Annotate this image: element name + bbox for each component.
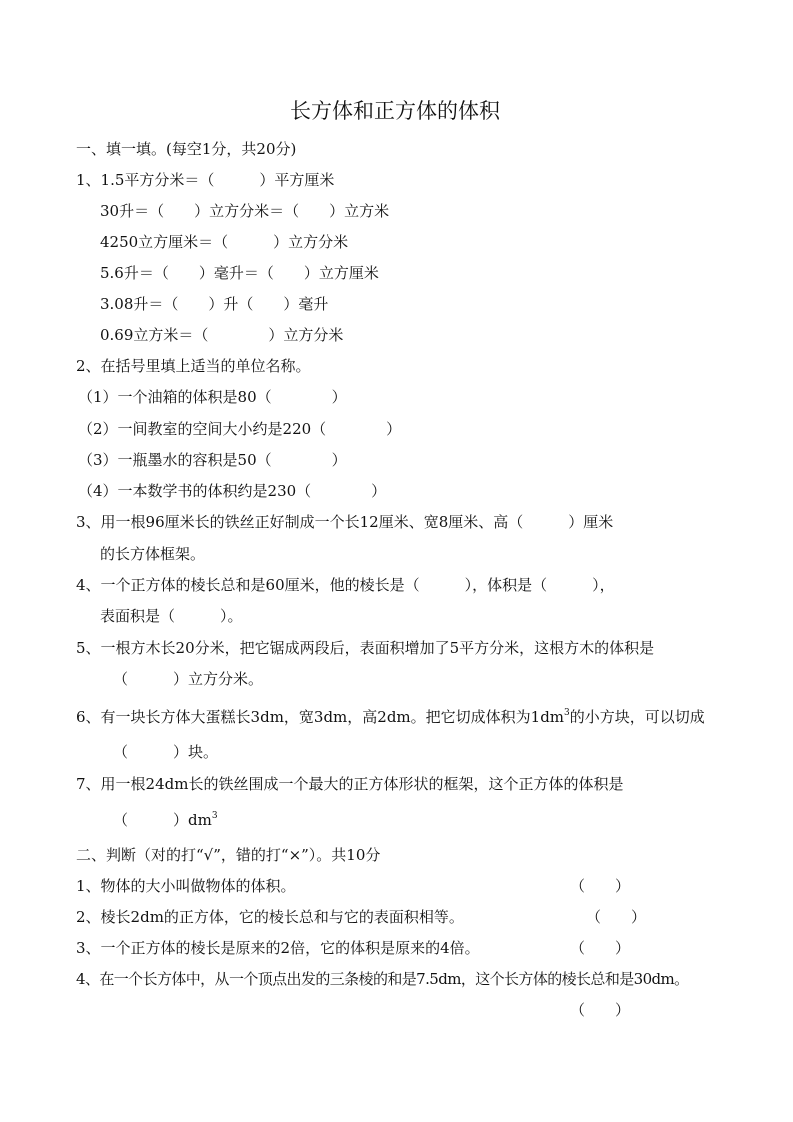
q2-heading: 2、在括号里填上适当的单位名称。 <box>76 357 311 375</box>
q2-item-3: （3）一瓶墨水的容积是50（ ） <box>78 451 347 469</box>
q3-line-2: 的长方体框架。 <box>100 545 206 563</box>
judge-bracket-1: （ ） <box>570 877 631 895</box>
section-1-heading: 一、填一填。(每空1分，共20分) <box>76 140 297 158</box>
q4-line-1: 4、一个正方体的棱长总和是60厘米，他的棱长是（ ），体积是（ ）， <box>76 576 615 594</box>
q6-line-2: （ ）块。 <box>113 743 219 761</box>
q3-line-1: 3、用一根96厘米长的铁丝正好制成一个长12厘米、宽8厘米、高（ ）厘米 <box>76 513 614 531</box>
q6-line-1-start: 6、有一块长方体大蛋糕长3dm，宽3dm，高2dm。把它切成体积为1dm <box>76 708 565 726</box>
q2-item-2: （2）一间教室的空间大小约是220（ ） <box>78 420 402 438</box>
q2-item-1: （1）一个油箱的体积是80（ ） <box>78 388 347 406</box>
q6-line-1 <box>76 707 705 727</box>
q4-line-2: 表面积是（ ）。 <box>100 607 243 625</box>
judge-bracket-2: （ ） <box>586 908 647 926</box>
judge-item-3: 3、一个正方体的棱长是原来的2倍，它的体积是原来的4倍。 <box>76 939 480 957</box>
q7-line-2 <box>113 810 218 830</box>
q1-line-5: 3.08升＝（ ）升（ ）毫升 <box>100 295 329 313</box>
q7-cube-superscript: 3 <box>211 811 218 821</box>
q1-line-2: 30升＝（ ）立方分米＝（ ）立方米 <box>100 202 390 220</box>
q1-line-4: 5.6升＝（ ）毫升＝（ ）立方厘米 <box>100 264 379 282</box>
q7-answer-blank: （ ）dm <box>113 811 212 829</box>
judge-bracket-3: （ ） <box>570 939 631 957</box>
q1-line-3: 4250立方厘米＝（ ）立方分米 <box>100 233 349 251</box>
section-2-heading: 二、判断（对的打“√”，错的打“×”）。共10分 <box>76 846 381 864</box>
q5-line-1: 5、一根方木长20分米，把它锯成两段后，表面积增加了5平方分米，这根方木的体积是 <box>76 639 655 657</box>
q6-line-1-end: 的小方块，可以切成 <box>569 708 705 726</box>
q2-item-4: （4）一本数学书的体积约是230（ ） <box>78 482 387 500</box>
judge-bracket-4: （ ） <box>570 1001 631 1019</box>
judge-item-4: 4、在一个长方体中，从一个顶点出发的三条棱的和是7.5dm，这个长方体的棱长总和是30dm。 <box>76 970 689 988</box>
q7-line-1: 7、用一根24dm长的铁丝围成一个最大的正方体形状的框架，这个正方体的体积是 <box>76 775 624 793</box>
q1-line-1: 1、1.5平方分米＝（ ）平方厘米 <box>76 171 335 189</box>
q5-line-2: （ ）立方分米。 <box>113 670 264 688</box>
judge-item-1: 1、物体的大小叫做物体的体积。 <box>76 877 296 895</box>
page-title: 长方体和正方体的体积 <box>290 99 500 123</box>
q1-line-6: 0.69立方米＝（ ）立方分米 <box>100 326 344 344</box>
judge-item-2: 2、棱长2dm的正方体，它的棱长总和与它的表面积相等。 <box>76 908 464 926</box>
q6-cube-superscript: 3 <box>564 708 570 718</box>
